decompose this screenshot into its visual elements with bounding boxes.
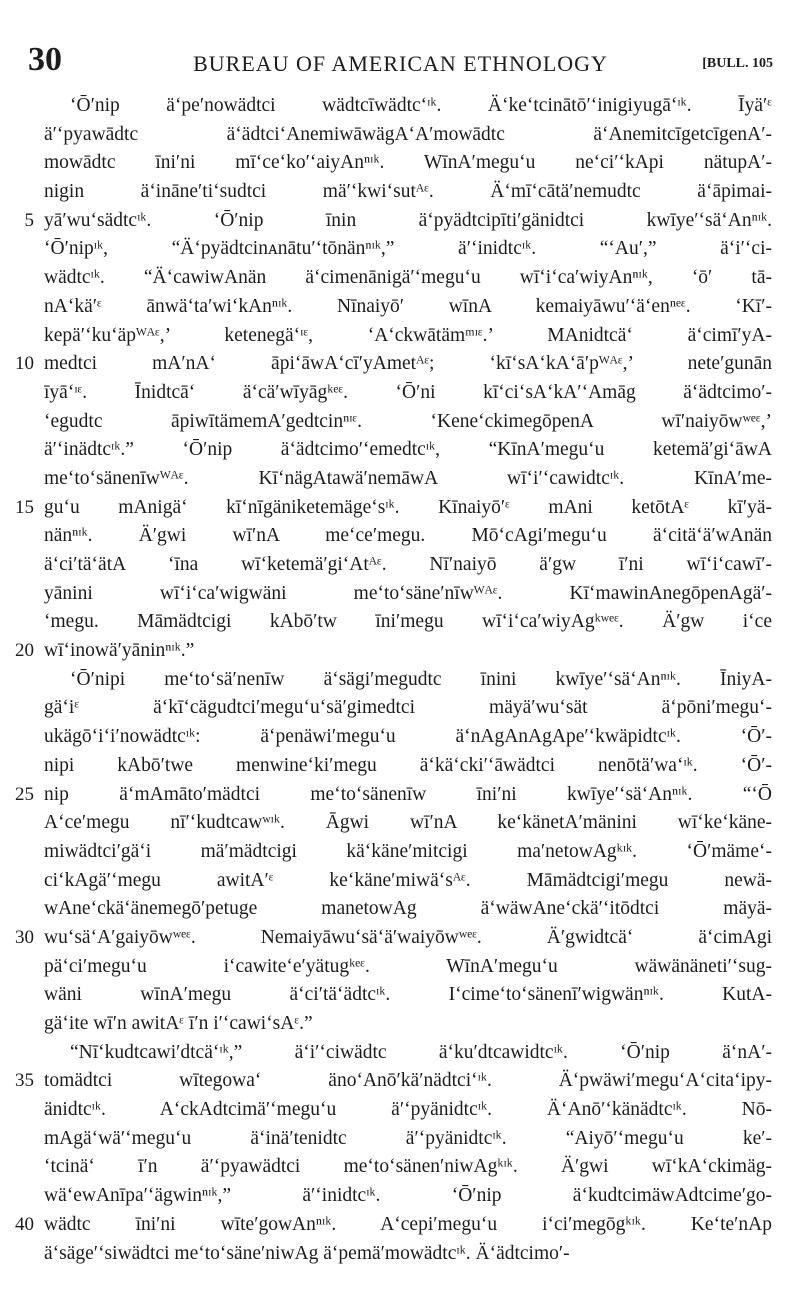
text-line [0,350,800,379]
text-line [0,838,800,867]
page-header [28,40,773,80]
text-line [0,264,800,293]
line-number: 30 [15,926,34,948]
line-text: “Nīʻkudtcawi′dtcäʻᶦᵏ,” äʻi′ʻciwädtc äʻku′dtcawidtcᶦᵏ. ʻŌ′nip äʻnA′- [70,1041,772,1063]
line-text: nigin äʻināne′tiʻsudtci mä′ʻkwiʻsutᴬᵋ. Äʻmīʻcātä′nemudtc äʻāpimai- [44,181,772,203]
text-line [0,207,800,236]
text-line [0,723,800,752]
line-text: wīʻinowä′yāninⁿᶦᵏ.” [44,640,195,662]
line-number: 15 [15,496,34,518]
line-text: īyāʻᶦᵋ. Īnidtcāʻ äʻcä′wīyāgᵏᵉᵋ. ʻŌ′ni kīʻciʻsAʻkA′ʻAmāg äʻädtcimo′- [44,381,772,403]
text-line [0,580,800,609]
text-line [0,522,800,551]
line-text: äʻci′täʻätA ʻīna wīʻketemä′giʻAtᴬᵋ. Nī′naiyō ä′gw ī′ni wīʻiʻcawī′- [44,554,772,575]
line-text: ukägōʻiʻi′nowädtcᶦᵏ: äʻpenäwi′meguʻu äʻnAgAnAgApe′ʻkwäpidtcᶦᵏ. ʻŌ′- [44,726,772,748]
line-text: mowādtc īni′ni mīʻceʻko′ʻaiyAnⁿᶦᵏ. WīnA′meguʻu neʻci′ʻkApi nätupA′- [44,152,772,174]
line-text: kepä′ʻkuʻäpᵂᴬᵋ,’ ketenegäʻᶦᵋ, ʻAʻckwātämᵐᶦᵋ.’ MAnidtcäʻ äʻcimī′yA- [44,324,772,346]
text-line [0,178,800,207]
line-text: mAgäʻwä′ʻmeguʻu äʻinä′tenidtc ä′ʻpyänidtcᶦᵏ. “Aiyō′ʻmeguʻu ke′- [44,1127,772,1149]
text-line [0,436,800,465]
line-text: nänⁿᶦᵏ. Ä′gwi wī′nA meʻce′megu. MōʻcAgi′meguʻu äʻcitäʻä′wAnän [44,525,772,547]
line-number: 40 [15,1213,34,1235]
text-line [0,924,800,953]
line-text: wuʻsäʻA′gaiyōwʷᵉᵋ. Nemaiyāwuʻsäʻä′waiyōwʷᵉᵋ. Ä′gwidtcäʻ äʻcimAgi [44,926,772,948]
text-line [0,551,800,580]
text-line [0,121,800,150]
line-text: nip äʻmAmāto′mädtci meʻtoʻsänenīw īni′ni kwīye′ʻsäʻAnⁿᶦᵏ. “ʻŌ [44,783,772,805]
text-line [0,867,800,896]
page-number: 30 [28,41,62,78]
line-text: guʻu mAnigäʻ kīʻnīgäniketemägeʻsᶦᵏ. Kīnaiyō′ᵋ mAni ketōtAᵋ kī′yä- [44,496,772,518]
line-text: tomädtci wītegowaʻ änoʻAnō′kä′nädtciʻᶦᵏ. Äʻpwäwi′meguʻAʻcitaʻipy- [44,1070,772,1092]
line-text: miwädtci′gäʻi mä′mädtcigi käʻkäne′mitcigi ma′netowAgᵏᶦᵏ. ʻŌ′mämeʻ- [44,840,772,862]
text-line [0,408,800,437]
line-text: ʻŌ′nip äʻpe′nowädtci wädtcīwädtcʻᶦᵏ. Äʻkeʻtcinātō′ʻinigiyugāʻᶦᵏ. Īyä′ᵋ [70,95,772,116]
text-line [0,953,800,982]
text-line [0,1182,800,1211]
text-line [0,1096,800,1125]
running-head: BUREAU OF AMERICAN ETHNOLOGY [193,51,608,76]
line-number: 5 [24,209,34,231]
text-line [0,752,800,781]
line-number: 35 [15,1070,34,1092]
line-text: ä′ʻinädtcᶦᵏ.” ʻŌ′nip äʻädtcimo′ʻemedtcᶦᵏ, “KīnA′meguʻu ketemä′giʻāwA [44,439,772,461]
line-text: medtci mA′nAʻ āpiʻāwAʻcī′yAmetᴬᵋ; ʻkīʻsAʻkAʻā′pᵂᴬᵋ,’ nete′gunān [44,353,772,375]
text-line [0,666,800,695]
line-text: wäʻewAnīpa′ʻägwinⁿᶦᵏ,” ä′ʻinidtcᶦᵏ. ʻŌ′nip äʻkudtcimäwAdtcime′go- [44,1185,772,1207]
text-line [0,235,800,264]
line-text: wäni wīnA′megu äʻci′täʻädtcᶦᵏ. Iʻcimeʻtoʻsänenī′wigwänⁿᶦᵏ. KutA- [44,984,772,1006]
text-line [0,809,800,838]
line-text: wAneʻckäʻänemegō′petuge manetowAg äʻwäwAneʻckä′ʻitōdtci mäyä- [44,898,772,920]
line-text: änidtcᶦᵏ. AʻckAdtcimä′ʻmeguʻu ä′ʻpyänidtcᶦᵏ. ÄʻAnō′ʻkänädtcᶦᵏ. Nō- [44,1099,772,1121]
text-line [0,92,800,121]
line-text: ʻegudtc āpiwītämemA′gedtcinⁿᶦᵋ. ʻKeneʻckimegōpenA wī′naiyōwʷᵉᵋ,’ [44,410,772,432]
line-text: nAʻkä′ᵋ ānwäʻta′wiʻkAnⁿᶦᵏ. Nīnaiyō′ wīnA kemaiyāwu′ʻäʻenⁿᵉᵋ. ʻKī′- [44,295,772,317]
line-number: 25 [15,783,34,805]
line-text: yā′wuʻsädtcᶦᵏ. ʻŌ′nip īnin äʻpyädtcipīti′gänidtci kwīye′ʻsäʻAnⁿᶦᵏ. [44,209,772,231]
bulletin-reference: [BULL. 105 [702,56,773,71]
line-text: yānini wīʻiʻca′wigwäni meʻtoʻsäne′nīwᵂᴬᵋ. KīʻmawinAnegōpenAgä′- [44,582,772,604]
text-line [0,981,800,1010]
line-text: ʻŌ′nipi meʻtoʻsä′nenīw äʻsägi′megudtc īnini kwīye′ʻsäʻAnⁿᶦᵏ. ĪniyA- [70,668,772,690]
line-text: ʻtcinäʻ ī′n ä′ʻpyawädtci meʻtoʻsänen′niwAgᵏᶦᵏ. Ä′gwi wīʻkAʻckimäg- [44,1156,772,1178]
text-line [0,1010,800,1039]
text-line [0,322,800,351]
line-text: gäʻite wī′n awitAᵋ ī′n i′ʻcawiʻsAᵋ.” [44,1013,313,1034]
line-text: wädtc īni′ni wīte′gowAnⁿᶦᵏ. Aʻcepi′meguʻu iʻci′megōgᵏᶦᵏ. Keʻte′nAp [44,1213,772,1235]
text-line [0,781,800,810]
line-number: 10 [15,353,34,375]
line-text: gäʻiᵋ äʻkīʻcägudtci′meguʻuʻsä′gimedtci mäyä′wuʻsät äʻpōni′meguʻ- [44,697,772,719]
text-line [0,1125,800,1154]
text-line [0,694,800,723]
text-line [0,1211,800,1240]
line-text: päʻci′meguʻu iʻcawiteʻe′yätugᵏᵉᵋ. WīnA′meguʻu wäwänäneti′ʻsug- [44,955,772,977]
text-line [0,1067,800,1096]
text-line [0,1039,800,1068]
text-line [0,895,800,924]
line-text: ʻŌ′nipᶦᵏ, “Äʻpyädtcinᴀnātu′ʻtōnänⁿᶦᵏ,” ä′ʻinidtcᶦᵏ. “ʻAu′,” äʻi′ʻci- [44,238,772,260]
text-line [0,494,800,523]
line-number: 20 [15,640,34,662]
line-text: wädtcᶦᵏ. “ÄʻcawiwAnän äʻcimenānigä′ʻmeguʻu wīʻiʻca′wiyAnⁿᶦᵏ, ʻō′ tā- [44,267,772,289]
text-line [0,1153,800,1182]
line-text: ciʻkAgä′ʻmegu awitA′ᵋ keʻkäne′miwäʻsᴬᵋ. Māmädtcigi′megu newä- [44,869,772,891]
text-line [0,293,800,322]
line-text: meʻtoʻsänenīwᵂᴬᵋ. KīʻnägAtawä′nemāwA wīʻi′ʻcawidtcᶦᵏ. KīnA′me- [44,467,772,489]
line-text: äʻsäge′ʻsiwädtci meʻtoʻsäne′niwAg äʻpemä′mowädtcᶦᵏ. Äʻädtcimo′- [44,1242,570,1264]
line-text: nipi kAbō′twe menwineʻki′megu äʻkäʻcki′ʻāwädtci nenōtä′waʻᶦᵏ. ʻŌ′- [44,754,772,776]
text-line [0,379,800,408]
text-line [0,465,800,494]
line-text: ʻmegu. Māmädtcigi kAbō′tw īni′megu wīʻiʻca′wiyAgᵏʷᵉᵋ. Ä′gw iʻce [44,611,772,633]
text-line [0,637,800,666]
text-line [0,608,800,637]
text-line [0,149,800,178]
text-line [0,1240,800,1269]
line-text: Aʻce′megu nī′ʻkudtcawʷᶦᵏ. Āgwi wī′nA keʻkänetA′mänini wīʻkeʻkäne- [44,812,772,834]
line-text: ä′ʻpyawādtc äʻädtciʻAnemiwāwägAʻA′mowādtc äʻAnemitcīgetcīgenA′- [44,123,772,145]
body-text [0,92,800,1268]
